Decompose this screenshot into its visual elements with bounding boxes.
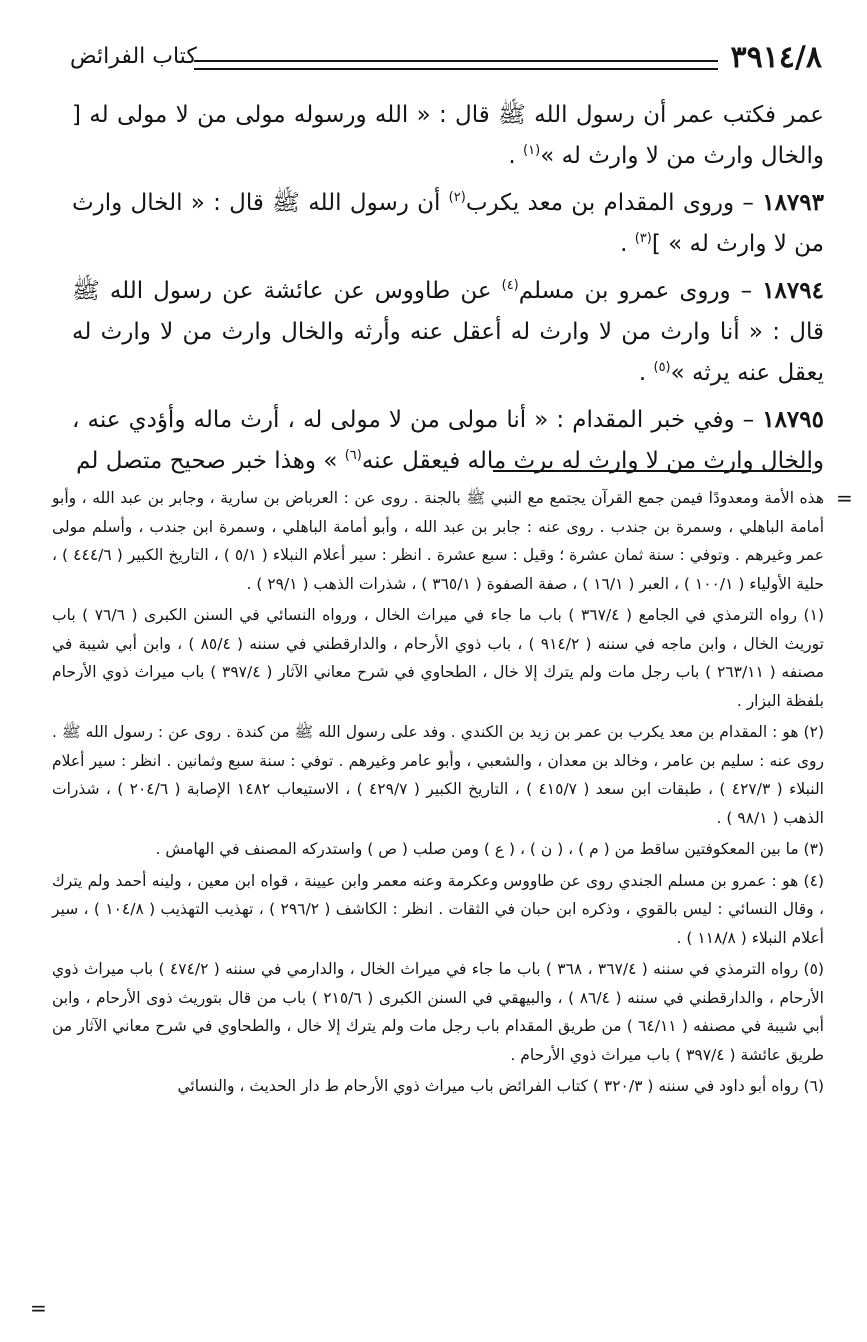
footnote-ref: (٢) [448,190,466,205]
hadith-number: ١٨٧٩٤ [762,277,824,304]
footnote-ref: (٣) [634,231,652,246]
footnote-4: (٤) هو : عمرو بن مسلم الجندي روى عن طاووس وعكرمة وعنه معمر وابن عيينة ، قواه ابن معين ، ولينه أحمد ولم يترك ، وقال النسائي : ليس بالقوي ، وذكره ابن حبان في الثقات . انظر : الكاشف ( ٢٩٦/٢ ) ، تهذيب التهذيب ( ١٠٤/٨ ) ، سير أعلام النبلاء ( ١١٨/٨ ) . [52,871,824,947]
footnote-ref: (٥) [653,360,671,375]
hadith-18795: ١٨٧٩٥ – وفي خبر المقدام : « أنا مولى من لا مولى له ، أرث ماله وأؤدي عنه ، والخال وارث من لا وارث له يرث ماله فيعقل عنه$^{(٦)}$ » وهذا خبر صحيح متصل لم [72,406,824,474]
footnote-6: (٦) رواه أبو داود في سننه ( ٣٢٠/٣ ) كتاب الفرائض باب ميراث ذوي الأرحام ط دار الحديث ، والنسائي [177,1077,824,1095]
footnote-1: (١) رواه الترمذي في الجامع ( ٣٦٧/٤ ) باب ما جاء في ميراث الخال ، ورواه النسائي في السنن الكبرى ( ٧٦/٦ ) باب توريث الخال ، وابن ماجه في سننه ( ٩١٤/٢ ) ، باب ذوي الأرحام ، والدارقطني في سننه ( ٨٥/٤ ) ، وابن أبي شيبة في مصنفه ( ٢٦٣/١١ ) باب رجل مات ولم يترك إلا خال ، الطحاوي في شرح معاني الآثار ( ٣٩٧/٤ ) باب ميراث ذوي الأرحام بلفظة البزار . [52,606,824,710]
page-number: ٣٩١٤/٨ [730,40,822,75]
header-rule [194,60,718,70]
continuation-mark-top: = [836,486,853,510]
footnote-2: (٢) هو : المقدام بن معد يكرب بن عمر بن زيد بن الكندي . وفد على رسول الله ﷺ من كندة . روى عن : رسول الله ﷺ . روى عنه : سليم بن عامر ، وخالد بن معدان ، والشعبي ، وأبو عامر وغيرهم . توفي : سنة سبع وثمانين . انظر : سير أعلام النبلاء ( ٤٢٧/٣ ) ، طبقات ابن سعد ( ٤١٥/٧ ) ، التاريخ الكبير ( ٤٢٩/٧ ) ، الاستيعاب ١٤٨٢ الإصابة ( ٢٠٤/٦ ) ، شذرات الذهب ( ٩٨/١ ) . [52,723,824,827]
footnote-3: (٣) ما بين المعكوفتين ساقط من ( م ) ، ( ن ) ، ( ع ) ومن صلب ( ص ) واستدركه المصنف في الهامش . [155,840,824,858]
footnote-ref: (٤) [501,278,519,293]
paragraph-continuation: عمر فكتب عمر أن رسول الله ﷺ قال : « الله ورسوله مولى من لا مولى له [ والخال وارث من لا وارث له »$^{(١)}$ . [72,102,824,169]
hadith-number: ١٨٧٩٥ [762,406,824,433]
main-text [72,95,824,487]
hadith-18794: ١٨٧٩٤ – وروى عمرو بن مسلم$^{(٤)}$ عن طاووس عن عائشة عن رسول الله ﷺ قال : « أنا وارث من لا وارث له أعقل عنه وأرثه والخال وارث من لا وارث له يعقل عنه يرثه »$^{(٥)}$ . [72,277,824,386]
page-header [70,40,822,84]
footnote-continuation: هذه الأمة ومعدودًا فيمن جمع القرآن يجتمع مع النبي ﷺ بالجنة . روى عن : العرباض بن سارية ، وجابر بن عبد الله ، وأبو أمامة الباهلي ، وسمرة بن جندب . روى عنه : جابر بن عبد الله ، وأبو أمامة الباهلي ، وسمرة ابن جندب ، وأسلم مولى عمر وغيرهم . وتوفي : سنة ثمان عشرة ؛ وقيل : سبع عشرة . انظر : سير أعلام النبلاء ( ٥/١ ) ، التاريخ الكبير ( ٤٤٤/٦ ) ، حلية الأولياء ( ١٠٠/١ ) ، العبر ( ١٦/١ ) ، صفة الصفوة ( ٣٦٥/١ ) ، شذرات الذهب ( ٢٩/١ ) . [52,489,825,593]
continuation-mark-bottom: = [30,1296,47,1320]
footnote-5: (٥) رواه الترمذي في سننه ( ٣٦٧/٤ ، ٣٦٨ ) باب ما جاء في ميراث الخال ، والدارمي في سننه ( ٤٧٤/٢ ) باب ميراث ذوي الأرحام ، والدارقطني في سننه ( ٨٦/٤ ) ، والبيهقي في السنن الكبرى ( ٢١٥/٦ ) باب من قال بتوريث ذوى الأرحام ، وابن أبي شيبة في مصنفه ( ٦٤/١١ ) من طريق المقدام باب رجل مات ولم يترك إلا خال ، والطحاوي في شرح معاني الآثار من طريق عائشة ( ٣٩٧/٤ ) باب ميراث ذوي الأرحام . [52,960,824,1064]
hadith-number: ١٨٧٩٣ [762,189,824,216]
footnotes [52,484,824,1104]
book-title: كتاب الفرائض [70,44,197,69]
hadith-18793: ١٨٧٩٣ – وروى المقدام بن معد يكرب$^{(٢)}$ أن رسول الله ﷺ قال : « الخال وارث من لا وارث له » ]$^{(٣)}$ . [72,189,824,257]
footnote-separator [493,470,811,472]
footnote-ref: (١) [523,143,541,158]
footnote-ref: (٦) [344,448,362,463]
